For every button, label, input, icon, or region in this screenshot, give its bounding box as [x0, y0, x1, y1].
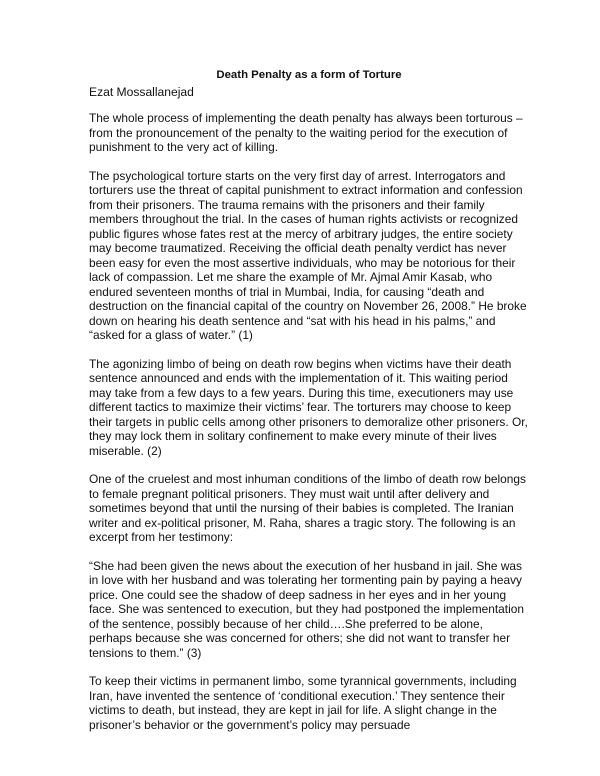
paragraph-death-row-limbo: The agonizing limbo of being on death row begins when victims have their death sentence announced and ends with the implementation of it. This waiting period may take from a few days to a few years. During this time, executioners may use different tactics to maximize their victims’ fear. The torturers may choose to keep their targets in public cells among other prisoners to demoralize other prisoners. Or, they may lock them in solitary confinement to make every minute of their lives miserable. (2): [89, 356, 528, 458]
document-page: [89, 69, 529, 746]
paragraph-conditional-execution: To keep their victims in permanent limbo, some tyrannical governments, including Iran, have invented the sentence of ‘conditional execution.’ They sentence their victims to death, but instead, they are kept in jail for life. A slight change in the prisoner’s behavior or the government’s policy may persuade: [89, 674, 517, 732]
paragraph-psychological-torture: The psychological torture starts on the very first day of arrest. Interrogators and torturers use the threat of capital punishment to extract information and confession from their prisoners. The trauma remains with the prisoners and their family members throughout the trial. In the cases of human rights activists or recognized public figures whose fates rest at the mercy of arbitrary judges, the entire society may become traumatized. Receiving the official death penalty verdict has never been easy for even the most assertive individuals, who may be notorious for their lack of compassion. Let me share the example of Mr. Ajmal Amir Kasab, who endured seventeen months of trial in Mumbai, India, for causing “death and destruction on the financial capital of the country on November 26, 2008.” He broke down on hearing his death sentence and “sat with his head in his palms,” and “asked for a glass of water.” (1): [89, 168, 527, 342]
paragraph-testimony-quote: “She had been given the news about the execution of her husband in jail. She was in love with her husband and was tolerating her tormenting pain by paying a heavy price. One could see the shadow of deep sadness in her eyes and in her young face. She was sentenced to execution, but they had postponed the implementation of the sentence, possibly because of her child….She preferred to be alone, perhaps because she was concerned for others; she did not want to transfer her tensions to them.” (3): [89, 558, 524, 660]
author-name: Ezat Mossallanejad: [89, 85, 194, 99]
paragraph-pregnant-prisoners: One of the cruelest and most inhuman conditions of the limbo of death row belongs to female pregnant political prisoners. They must wait until after delivery and sometimes beyond that until the nursing of their babies is completed. The Iranian writer and ex-political prisoner, M. Raha, shares a tragic story. The following is an excerpt from her testimony:: [89, 472, 526, 544]
document-title: Death Penalty as a form of Torture: [216, 69, 402, 81]
paragraph-intro: The whole process of implementing the death penalty has always been torturous – from the pronouncement of the penalty to the waiting period for the execution of punishment to the very act of killing.: [89, 111, 523, 154]
